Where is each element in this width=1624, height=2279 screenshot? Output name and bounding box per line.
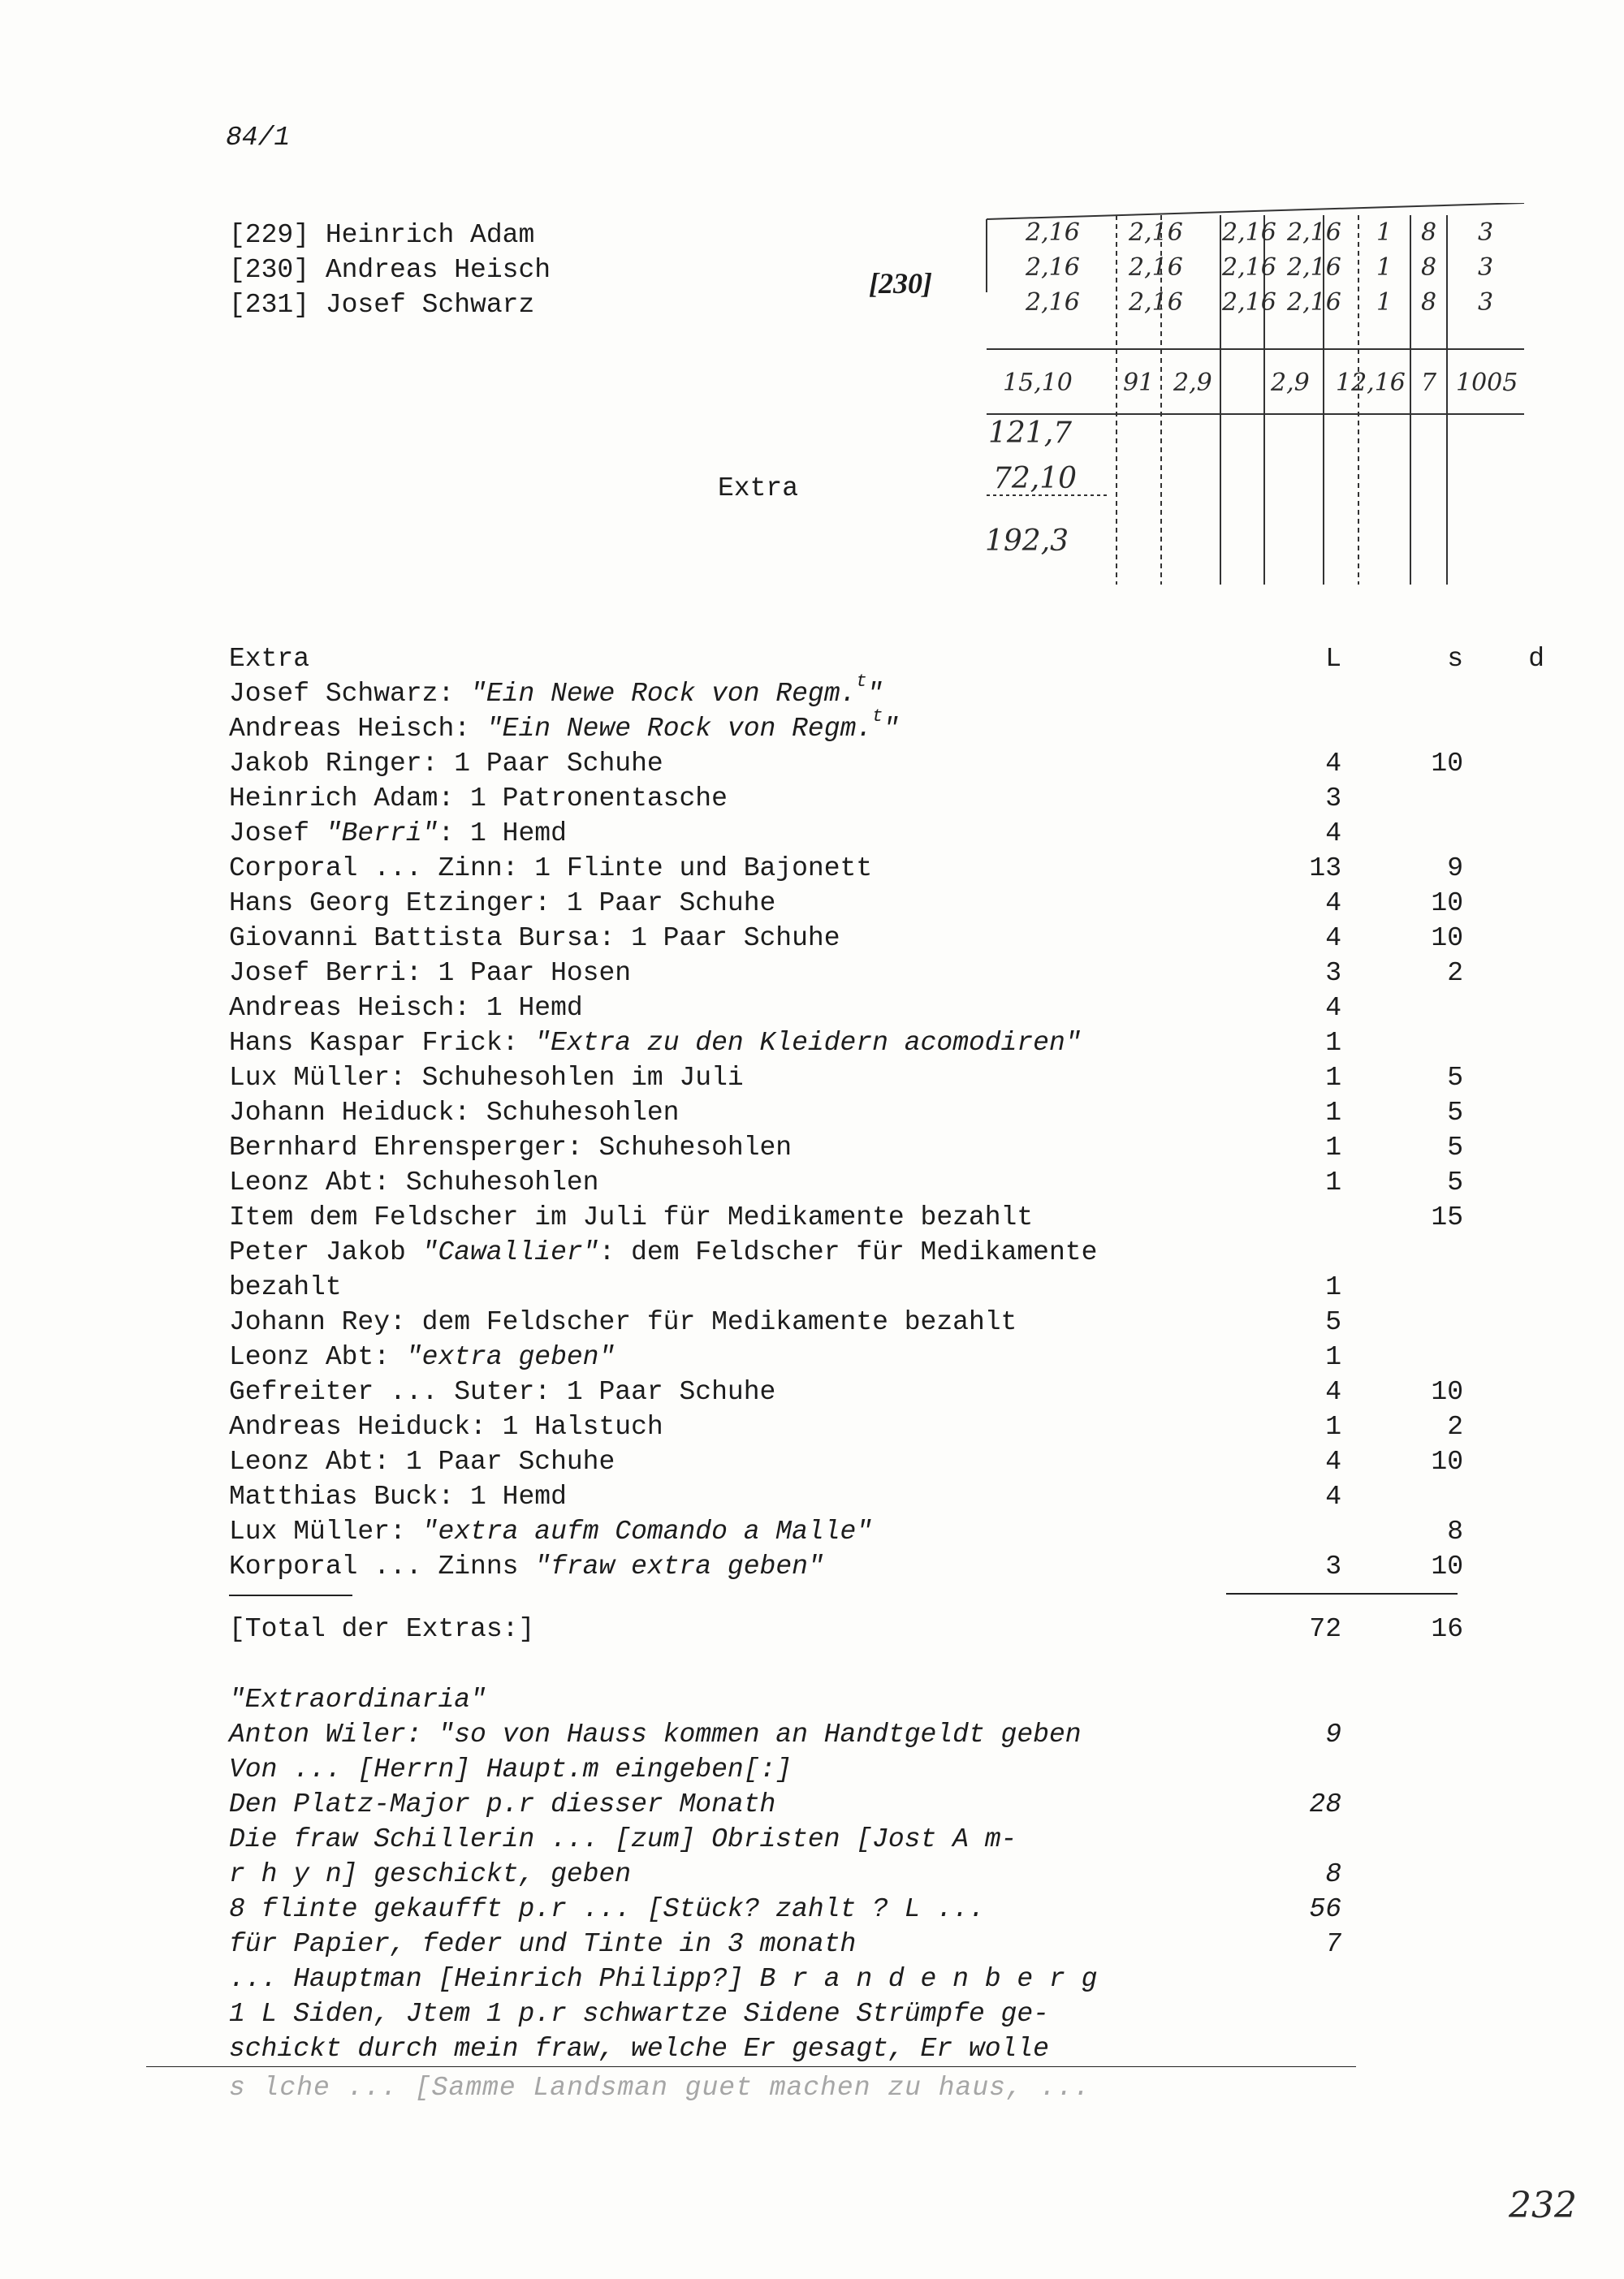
row-name: Josef: [229, 818, 326, 848]
row-description: [229, 1514, 872, 1549]
row-description: [229, 1409, 663, 1444]
table-row: [229, 1270, 1496, 1305]
row-value-s: 10: [1431, 888, 1463, 918]
ledger-cell: 2,16: [1287, 218, 1341, 247]
extraordinaria-value-L: 28: [1309, 1789, 1341, 1819]
ledger-cell: 2,16: [1222, 218, 1276, 247]
extra-table: [229, 641, 1544, 1584]
table-row: [229, 706, 1496, 746]
extraordinaria-text: 1 L Siden, Jtem 1 p.r schwartze Sidene Strümpfe ge-: [229, 1999, 1049, 2029]
ledger-cell: 2,16: [1287, 288, 1341, 317]
table-row: [229, 1165, 1496, 1200]
ledger-cell: 2,16: [1222, 253, 1276, 282]
row-name: Korporal ... Zinns: [229, 1552, 535, 1582]
table-row: [229, 1130, 1496, 1165]
column-header-d: d: [1528, 644, 1544, 674]
row-name: Johann Rey: dem Feldscher für Medikamente bezahlt: [229, 1307, 1017, 1337]
row-name: Leonz Abt:: [229, 1342, 406, 1372]
ledger-cell: 8: [1421, 253, 1437, 282]
row-value-L: 4: [1325, 749, 1341, 779]
table-row: [229, 1235, 1496, 1270]
extraordinaria-text: 8 flinte gekaufft p.r ... [Stück? zahlt ? L ...: [229, 1894, 985, 1924]
extraordinaria-text: für Papier, feder und Tinte in 3 monath: [229, 1929, 857, 1959]
row-suffix: : 1 Hemd: [438, 818, 567, 848]
ledger-sum-cell: 2,9: [1173, 369, 1212, 397]
extraordinaria-row: [229, 1996, 1496, 2031]
ledger-subtotal: 192,3: [985, 524, 1069, 558]
divider: [146, 2066, 1356, 2067]
extraordinaria-row: [229, 1892, 1496, 1927]
row-quote: "fraw extra geben": [534, 1552, 824, 1582]
table-row: [229, 1305, 1496, 1340]
divider: [1226, 1593, 1458, 1595]
row-quote: "Ein Newe Rock von Regm.: [486, 714, 873, 744]
row-value-L: 3: [1325, 958, 1341, 988]
handwritten-ledger: [978, 203, 1531, 593]
row-quote: "extra geben": [405, 1342, 615, 1372]
extraordinaria-row: [229, 1927, 1496, 1962]
row-description: [229, 1549, 824, 1584]
ledger-sum-cell: 7: [1421, 369, 1437, 397]
row-value-L: 13: [1309, 853, 1341, 883]
extraordinaria-value-L: 56: [1309, 1894, 1341, 1924]
row-value-L: 1: [1325, 1412, 1341, 1442]
row-description: [229, 1200, 1033, 1235]
table-row: [229, 1200, 1496, 1235]
row-description: [229, 816, 567, 851]
extraordinaria-body: [229, 1717, 1496, 2066]
row-description: [229, 781, 728, 816]
row-name: bezahlt: [229, 1272, 342, 1302]
row-description: [229, 706, 900, 746]
row-value-s: 10: [1431, 1552, 1463, 1582]
faded-footer-text: s lche ... [Samme Landsman guet machen zu haus, ...: [229, 2073, 1091, 2103]
extraordinaria-row: [229, 1857, 1496, 1892]
row-description: [229, 1340, 615, 1375]
row-value-L: 5: [1325, 1307, 1341, 1337]
row-name: Hans Georg Etzinger: 1 Paar Schuhe: [229, 888, 776, 918]
row-value-s: 5: [1447, 1133, 1463, 1163]
ledger-cell: 2,16: [1026, 218, 1080, 247]
person-list: [229, 218, 551, 322]
table-row: [229, 886, 1496, 921]
row-name: Josef Berri: 1 Paar Hosen: [229, 958, 632, 988]
row-name: Jakob Ringer: 1 Paar Schuhe: [229, 749, 663, 779]
ledger-cell: 2,16: [1129, 218, 1183, 247]
table-row: [229, 1514, 1496, 1549]
row-value-L: 1: [1325, 1098, 1341, 1128]
table-row: [229, 1340, 1496, 1375]
table-row: [229, 956, 1496, 991]
row-value-L: 1: [1325, 1168, 1341, 1198]
row-name: Heinrich Adam: 1 Patronentasche: [229, 783, 728, 814]
ledger-cell: 3: [1478, 288, 1494, 317]
row-name: Andreas Heiduck: 1 Halstuch: [229, 1412, 663, 1442]
row-name: Peter Jakob: [229, 1237, 422, 1267]
divider: [229, 1595, 352, 1596]
extraordinaria-row: [229, 1822, 1496, 1857]
row-quote: "Extra zu den Kleidern acomodiren": [534, 1028, 1082, 1058]
row-name: Matthias Buck: 1 Hemd: [229, 1482, 567, 1512]
extra-caption: Extra: [718, 473, 799, 503]
row-name: Gefreiter ... Suter: 1 Paar Schuhe: [229, 1377, 776, 1407]
ledger-subtotal: 121,7: [988, 417, 1073, 450]
table-row: [229, 1479, 1496, 1514]
extraordinaria-text: r h y n] geschickt, geben: [229, 1859, 632, 1889]
table-body: [229, 671, 1496, 1584]
sheet-reference: [230]: [869, 267, 932, 300]
row-mark: t: [856, 671, 867, 692]
row-value-s: 2: [1447, 958, 1463, 988]
row-name: Corporal ... Zinn: 1 Flinte und Bajonett: [229, 853, 873, 883]
table-row: [229, 851, 1496, 886]
extraordinaria-text: schickt durch mein fraw, welche Er gesagt, Er wolle: [229, 2034, 1049, 2064]
row-value-s: 10: [1431, 1377, 1463, 1407]
total-L: 72: [1309, 1614, 1341, 1644]
row-description: [229, 671, 883, 711]
row-name: Andreas Heisch: 1 Hemd: [229, 993, 583, 1023]
table-row: [229, 1095, 1496, 1130]
ledger-cell: 2,16: [1222, 288, 1276, 317]
row-value-s: 15: [1431, 1202, 1463, 1232]
row-mark: t: [872, 706, 883, 727]
row-quote: "Ein Newe Rock von Regm.: [470, 679, 857, 709]
row-name: Giovanni Battista Bursa: 1 Paar Schuhe: [229, 923, 840, 953]
extraordinaria-text: Von ... [Herrn] Haupt.m eingeben[:]: [229, 1755, 793, 1785]
row-name: Bernhard Ehrensperger: Schuhesohlen: [229, 1133, 793, 1163]
row-name: Leonz Abt: 1 Paar Schuhe: [229, 1447, 615, 1477]
table-row: [229, 921, 1496, 956]
extraordinaria-text: Anton Wiler: "so von Hauss kommen an Handtgeldt geben: [229, 1720, 1082, 1750]
row-value-L: 4: [1325, 818, 1341, 848]
ledger-cell: 3: [1478, 253, 1494, 282]
row-value-L: 4: [1325, 888, 1341, 918]
row-description: [229, 1375, 775, 1409]
extraordinaria-section: [229, 1682, 1496, 2066]
row-description: [229, 1025, 1082, 1060]
column-header-L: L: [1325, 644, 1341, 674]
total-s: 16: [1431, 1614, 1463, 1644]
ledger-sum-cell: 15,10: [1003, 369, 1073, 397]
person-entry: [231] Josef Schwarz: [229, 290, 535, 320]
table-row: [229, 1409, 1496, 1444]
row-description: [229, 746, 663, 781]
table-row: [229, 781, 1496, 816]
row-description: [229, 1130, 792, 1165]
ledger-cell: 3: [1478, 218, 1494, 247]
row-value-L: 1: [1325, 1028, 1341, 1058]
row-quote: "Berri": [325, 818, 438, 848]
extraordinaria-row: [229, 1962, 1496, 1996]
row-description: [229, 991, 583, 1025]
row-description: [229, 851, 872, 886]
row-value-L: 4: [1325, 1377, 1341, 1407]
ledger-cell: 1: [1376, 218, 1393, 247]
extraordinaria-text: ... Hauptman [Heinrich Philipp?] B r a n d e n b e r g: [229, 1964, 1098, 1994]
table-title: Extra: [229, 644, 310, 674]
ledger-cell: 1: [1376, 288, 1393, 317]
row-value-s: 5: [1447, 1063, 1463, 1093]
row-value-L: 3: [1325, 1552, 1341, 1582]
row-value-s: 10: [1431, 923, 1463, 953]
row-value-L: 4: [1325, 1482, 1341, 1512]
person-entry: [229] Heinrich Adam: [229, 220, 535, 250]
row-value-L: 1: [1325, 1272, 1341, 1302]
page-number: 232: [1509, 2185, 1577, 2226]
row-value-s: 10: [1431, 1447, 1463, 1477]
table-row: [229, 746, 1496, 781]
extraordinaria-value-L: 8: [1325, 1859, 1341, 1889]
row-description: [229, 886, 775, 921]
table-row: [229, 1025, 1496, 1060]
extraordinaria-row: [229, 1717, 1496, 1752]
row-value-L: 1: [1325, 1342, 1341, 1372]
row-value-s: 8: [1447, 1517, 1463, 1547]
row-description: [229, 1165, 598, 1200]
row-value-L: 4: [1325, 923, 1341, 953]
row-value-s: 9: [1447, 853, 1463, 883]
row-name: Josef Schwarz:: [229, 679, 471, 709]
total-label: [Total der Extras:]: [229, 1614, 535, 1644]
row-description: [229, 1270, 342, 1305]
ledger-cell: 2,16: [1129, 288, 1183, 317]
ledger-subtotal: 72,10: [993, 462, 1078, 495]
ledger-sum-cell: 2,9: [1271, 369, 1310, 397]
extraordinaria-value-L: 9: [1325, 1720, 1341, 1750]
row-description: [229, 1235, 1097, 1270]
extraordinaria-title: "Extraordinaria": [229, 1685, 486, 1715]
row-quote: "Cawallier": [421, 1237, 599, 1267]
row-name: Hans Kaspar Frick:: [229, 1028, 535, 1058]
row-description: [229, 1095, 680, 1130]
row-description: [229, 1444, 615, 1479]
table-row: [229, 1375, 1496, 1409]
row-value-L: 4: [1325, 1447, 1341, 1477]
ledger-cell: 2,16: [1129, 253, 1183, 282]
extraordinaria-row: [229, 2031, 1496, 2066]
row-name: Item dem Feldscher im Juli für Medikamente bezahlt: [229, 1202, 1034, 1232]
total-row: [229, 1612, 1496, 1647]
row-name: Leonz Abt: Schuhesohlen: [229, 1168, 599, 1198]
row-value-L: 1: [1325, 1063, 1341, 1093]
ledger-cell: 8: [1421, 288, 1437, 317]
extraordinaria-row: [229, 1787, 1496, 1822]
row-value-s: 5: [1447, 1098, 1463, 1128]
table-row: [229, 671, 1496, 711]
row-description: [229, 1060, 744, 1095]
page-id: 84/1: [226, 123, 291, 153]
row-name: Johann Heiduck: Schuhesohlen: [229, 1098, 680, 1128]
row-value-L: 4: [1325, 993, 1341, 1023]
person-entry: [230] Andreas Heisch: [229, 255, 551, 285]
row-description: [229, 956, 631, 991]
section-title-row: [229, 1682, 1496, 1717]
extraordinaria-row: [229, 1752, 1496, 1787]
row-name: Lux Müller:: [229, 1517, 422, 1547]
table-row: [229, 816, 1496, 851]
ledger-cell: 2,16: [1287, 253, 1341, 282]
row-value-L: 1: [1325, 1133, 1341, 1163]
extraordinaria-text: Den Platz-Major p.r diesser Monath: [229, 1789, 776, 1819]
table-row: [229, 1444, 1496, 1479]
row-description: [229, 1479, 567, 1514]
row-value-s: 10: [1431, 749, 1463, 779]
row-value-s: 5: [1447, 1168, 1463, 1198]
table-row: [229, 1549, 1496, 1584]
row-suffix: ": [883, 714, 900, 744]
extraordinaria-text: Die fraw Schillerin ... [zum] Obristen [Jost A m-: [229, 1824, 1017, 1854]
extraordinaria-value-L: 7: [1325, 1929, 1341, 1959]
ledger-cell: 1: [1376, 253, 1393, 282]
row-quote: "extra aufm Comando a Malle": [421, 1517, 873, 1547]
ledger-cell: 2,16: [1026, 288, 1080, 317]
row-value-L: 3: [1325, 783, 1341, 814]
ledger-sum-cell: 1005: [1456, 369, 1518, 397]
row-description: [229, 1305, 1017, 1340]
row-suffix: ": [866, 679, 883, 709]
column-header-s: s: [1447, 644, 1463, 674]
ledger-sum-cell: 91: [1123, 369, 1155, 397]
ledger-sum-cell: 12,16: [1336, 369, 1406, 397]
row-name: Andreas Heisch:: [229, 714, 486, 744]
table-row: [229, 1060, 1496, 1095]
ledger-cell: 2,16: [1026, 253, 1080, 282]
ledger-cell: 8: [1421, 218, 1437, 247]
row-description: [229, 921, 840, 956]
row-name: Lux Müller: Schuhesohlen im Juli: [229, 1063, 744, 1093]
row-value-s: 2: [1447, 1412, 1463, 1442]
table-row: [229, 991, 1496, 1025]
row-suffix: : dem Feldscher für Medikamente: [598, 1237, 1098, 1267]
